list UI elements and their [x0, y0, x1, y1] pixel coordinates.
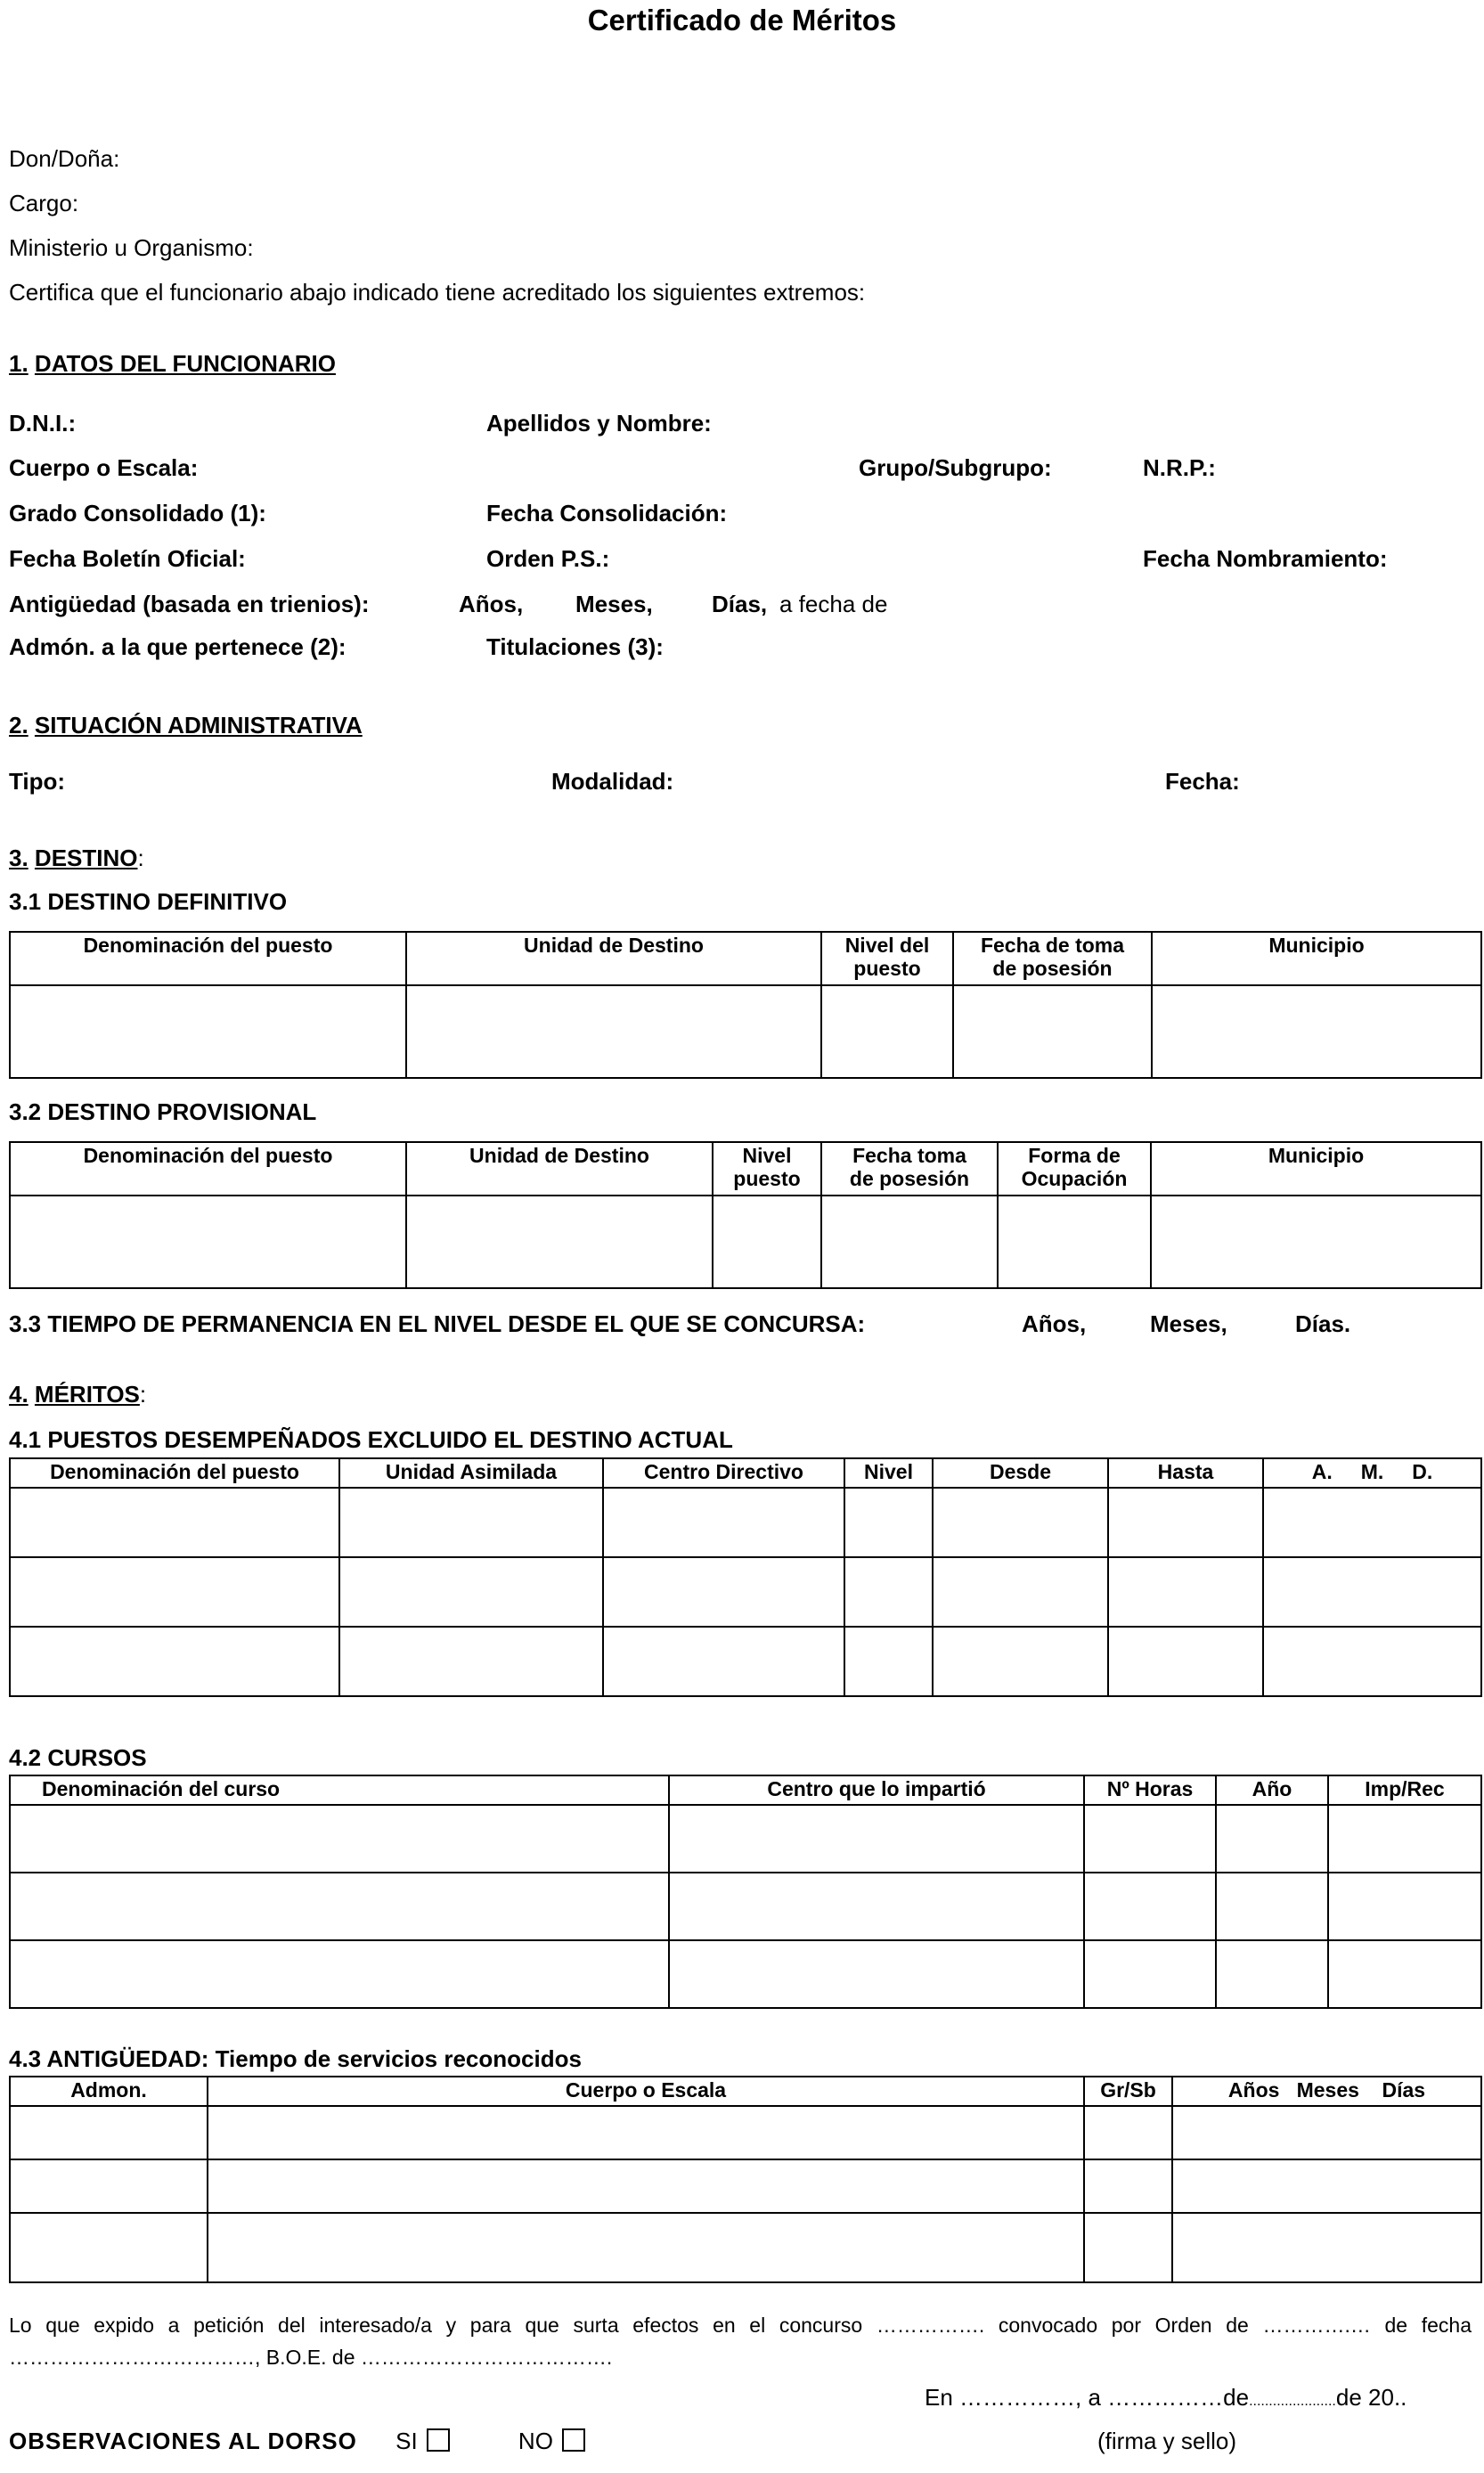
- header-centro-directivo: Centro Directivo: [603, 1458, 844, 1488]
- de-20-text: de 20..: [1335, 2384, 1407, 2411]
- section-4-number: 4.: [9, 1381, 29, 1408]
- header-unidad-destino: Unidad de Destino: [406, 1142, 713, 1196]
- cursos-table: [9, 1775, 1482, 2009]
- permanencia-anos: Años,: [1022, 1310, 1087, 1337]
- section-2-title: SITUACIÓN ADMINISTRATIVA: [34, 712, 363, 739]
- header-imp-rec: Imp/Rec: [1328, 1775, 1481, 1805]
- table-row: [10, 1488, 1481, 1557]
- section-1-heading: [9, 350, 336, 378]
- fecha-consolidacion-label: Fecha Consolidación:: [486, 500, 728, 526]
- table-cell[interactable]: [933, 1488, 1108, 1557]
- apellidos-label: Apellidos y Nombre:: [486, 410, 712, 437]
- antiguedad-table: [9, 2076, 1482, 2283]
- no-checkbox[interactable]: [562, 2428, 585, 2452]
- header-denominacion: Denominación del puesto: [10, 932, 406, 985]
- header-hasta: Hasta: [1108, 1458, 1263, 1488]
- table-cell[interactable]: [603, 1557, 844, 1627]
- table-cell[interactable]: [1084, 2213, 1172, 2282]
- header-municipio: Municipio: [1151, 1142, 1481, 1196]
- table-cell[interactable]: [339, 1488, 603, 1557]
- table-cell[interactable]: [821, 985, 953, 1078]
- table-cell[interactable]: [1216, 1940, 1328, 2008]
- table-cell[interactable]: [1108, 1557, 1263, 1627]
- table-cell[interactable]: [10, 1805, 669, 1873]
- header-nivel: [821, 932, 953, 985]
- page-title: Certificado de Méritos: [587, 4, 897, 37]
- firma-sello-label: (firma y sello): [1097, 2428, 1237, 2454]
- table-cell[interactable]: [1108, 1627, 1263, 1696]
- header-amd: A. M. D.: [1263, 1458, 1481, 1488]
- table-cell[interactable]: [603, 1488, 844, 1557]
- table-row: [10, 1805, 1481, 1873]
- table-cell[interactable]: [1263, 1627, 1481, 1696]
- permanencia-dias: Días.: [1295, 1310, 1351, 1337]
- table-row: [10, 1940, 1481, 2008]
- section-4-colon: :: [139, 1381, 147, 1408]
- header-forma-line2: Ocupación: [1021, 1167, 1128, 1190]
- header-desde: Desde: [933, 1458, 1108, 1488]
- table-cell[interactable]: [1152, 985, 1481, 1078]
- table-cell[interactable]: [406, 985, 821, 1078]
- header-unidad-destino: Unidad de Destino: [406, 932, 821, 985]
- header-fecha-line1: Fecha de toma: [980, 934, 1125, 957]
- table-cell[interactable]: [1216, 1805, 1328, 1873]
- section-3-colon: :: [137, 845, 144, 871]
- expido-paragraph: Lo que expido a petición del interesado/a y para que surta efectos en el concurso ……………. convocado por Orden de ………….… de fecha ………………………………, B.O.E. de ……………………………….: [9, 2314, 1472, 2369]
- header-ano: Año: [1216, 1775, 1328, 1805]
- header-forma-line1: Forma de: [1028, 1144, 1121, 1167]
- table-cell[interactable]: [933, 1627, 1108, 1696]
- table-cell[interactable]: [669, 1940, 1084, 2008]
- table-cell[interactable]: [669, 1873, 1084, 1940]
- table-cell[interactable]: [844, 1627, 933, 1696]
- table-cell[interactable]: [10, 1873, 669, 1940]
- section-4-title: MÉRITOS: [34, 1381, 140, 1408]
- subsection-3-2-title: 3.2 DESTINO PROVISIONAL: [9, 1098, 317, 1125]
- table-cell[interactable]: [1263, 1488, 1481, 1557]
- header-nivel: Nivel: [844, 1458, 933, 1488]
- header-fecha-line1: Fecha toma: [852, 1144, 966, 1167]
- table-cell[interactable]: [1172, 2213, 1481, 2282]
- table-cell[interactable]: [10, 985, 406, 1078]
- table-cell[interactable]: [339, 1557, 603, 1627]
- table-row: [10, 1557, 1481, 1627]
- subsection-4-3-title: 4.3 ANTIGÜEDAD: Tiempo de servicios reconocidos: [9, 2045, 582, 2072]
- modalidad-label: Modalidad:: [551, 768, 674, 795]
- section-4-heading: [9, 1381, 146, 1408]
- lugar-fecha-line: [925, 2384, 1407, 2412]
- table-cell[interactable]: [1084, 1805, 1216, 1873]
- section-3-title: DESTINO: [34, 845, 138, 871]
- grupo-label: Grupo/Subgrupo:: [859, 454, 1052, 481]
- table-cell[interactable]: [208, 2213, 1084, 2282]
- section-1-number: 1.: [9, 350, 29, 377]
- table-cell[interactable]: [998, 1196, 1151, 1288]
- table-cell[interactable]: [10, 1488, 339, 1557]
- table-row: [10, 985, 1481, 1078]
- cargo-label: Cargo:: [9, 190, 79, 216]
- section-2-number: 2.: [9, 712, 29, 739]
- observaciones-line: [9, 2428, 585, 2455]
- table-cell[interactable]: [208, 2159, 1084, 2213]
- section-2-heading: [9, 712, 363, 739]
- observaciones-label: OBSERVACIONES AL DORSO: [9, 2428, 357, 2454]
- table-cell[interactable]: [10, 2213, 208, 2282]
- table-cell[interactable]: [1216, 1873, 1328, 1940]
- ministerio-label: Ministerio u Organismo:: [9, 234, 254, 261]
- table-cell[interactable]: [1328, 1940, 1481, 2008]
- table-row: [10, 1873, 1481, 1940]
- header-gr-sb: Gr/Sb: [1084, 2077, 1172, 2106]
- dni-label: D.N.I.:: [9, 410, 77, 437]
- table-cell[interactable]: [1108, 1488, 1263, 1557]
- dots-fill: ......................: [1249, 2394, 1336, 2409]
- subsection-4-2-title: 4.2 CURSOS: [9, 1744, 147, 1771]
- table-cell[interactable]: [603, 1627, 844, 1696]
- table-cell[interactable]: [844, 1557, 933, 1627]
- fecha-boletin-label: Fecha Boletín Oficial:: [9, 545, 246, 572]
- table-cell[interactable]: [339, 1627, 603, 1696]
- header-fecha-toma: [821, 1142, 998, 1196]
- table-cell[interactable]: [1084, 1940, 1216, 2008]
- antiguedad-dias: Días,: [712, 591, 768, 617]
- don-label: Don/Doña:: [9, 145, 120, 172]
- si-checkbox[interactable]: [427, 2428, 450, 2452]
- header-nivel: [713, 1142, 821, 1196]
- antiguedad-meses: Meses,: [575, 591, 653, 617]
- admon-label: Admón. a la que pertenece (2):: [9, 633, 347, 660]
- table-cell[interactable]: [10, 1940, 669, 2008]
- section-3-number: 3.: [9, 845, 29, 871]
- header-horas: Nº Horas: [1084, 1775, 1216, 1805]
- table-cell[interactable]: [10, 2106, 208, 2159]
- header-fecha-line2: de posesión: [992, 957, 1113, 980]
- header-nivel-line2: puesto: [853, 957, 921, 980]
- header-forma-ocupacion: [998, 1142, 1151, 1196]
- table-row: [10, 1627, 1481, 1696]
- a-fecha-de: a fecha de: [779, 591, 888, 617]
- header-anos-meses-dias: Años Meses Días: [1172, 2077, 1481, 2106]
- table-cell[interactable]: [953, 985, 1152, 1078]
- header-denominacion-curso: Denominación del curso: [10, 1775, 669, 1805]
- orden-label: Orden P.S.:: [486, 545, 610, 572]
- table-cell[interactable]: [10, 1557, 339, 1627]
- tipo-label: Tipo:: [9, 768, 66, 795]
- cuerpo-label: Cuerpo o Escala:: [9, 454, 199, 481]
- fecha-label: Fecha:: [1165, 768, 1240, 795]
- subsection-3-3-title: 3.3 TIEMPO DE PERMANENCIA EN EL NIVEL DESDE EL QUE SE CONCURSA:: [9, 1310, 866, 1337]
- table-row: [10, 2106, 1481, 2159]
- table-cell[interactable]: [208, 2106, 1084, 2159]
- header-fecha-toma: [953, 932, 1152, 985]
- destino-provisional-table: [9, 1141, 1482, 1289]
- section-1-title: DATOS DEL FUNCIONARIO: [34, 350, 336, 377]
- table-cell[interactable]: [713, 1196, 821, 1288]
- certifica-text: Certifica que el funcionario abajo indicado tiene acreditado los siguientes extremos:: [9, 279, 866, 306]
- header-nivel-line1: Nivel del: [844, 934, 930, 957]
- destino-definitivo-table: [9, 931, 1482, 1079]
- header-cuerpo-escala: Cuerpo o Escala: [208, 2077, 1084, 2106]
- table-cell[interactable]: [1151, 1196, 1481, 1288]
- grado-label: Grado Consolidado (1):: [9, 500, 266, 526]
- en-a-de-text: En ……………, a ……………de: [925, 2384, 1250, 2411]
- table-cell[interactable]: [1328, 1805, 1481, 1873]
- section-3-heading: [9, 845, 144, 872]
- table-row: [10, 2159, 1481, 2213]
- header-admon: Admon.: [10, 2077, 208, 2106]
- table-cell[interactable]: [933, 1557, 1108, 1627]
- table-cell[interactable]: [821, 1196, 998, 1288]
- table-cell[interactable]: [1172, 2159, 1481, 2213]
- permanencia-meses: Meses,: [1150, 1310, 1227, 1337]
- header-fecha-line2: de posesión: [849, 1167, 970, 1190]
- header-centro-impartio: Centro que lo impartió: [669, 1775, 1084, 1805]
- table-cell[interactable]: [1084, 1873, 1216, 1940]
- no-label: NO: [518, 2428, 553, 2454]
- table-cell[interactable]: [1328, 1873, 1481, 1940]
- fecha-nombramiento-label: Fecha Nombramiento:: [1143, 545, 1388, 572]
- puestos-desempenados-table: [9, 1457, 1482, 1697]
- header-municipio: Municipio: [1152, 932, 1481, 985]
- table-cell[interactable]: [669, 1805, 1084, 1873]
- table-cell[interactable]: [844, 1488, 933, 1557]
- antiguedad-anos: Años,: [459, 591, 524, 617]
- si-label: SI: [395, 2428, 418, 2454]
- table-cell[interactable]: [1084, 2106, 1172, 2159]
- subsection-3-1-title: 3.1 DESTINO DEFINITIVO: [9, 888, 288, 915]
- table-cell[interactable]: [10, 1196, 406, 1288]
- header-nivel-line1: Nivel: [742, 1144, 792, 1167]
- header-unidad-asimilada: Unidad Asimilada: [339, 1458, 603, 1488]
- antiguedad-label: Antigüedad (basada en trienios):: [9, 591, 370, 617]
- table-cell[interactable]: [1084, 2159, 1172, 2213]
- table-cell[interactable]: [1172, 2106, 1481, 2159]
- table-cell[interactable]: [10, 1627, 339, 1696]
- table-cell[interactable]: [1263, 1557, 1481, 1627]
- table-row: [10, 2213, 1481, 2282]
- header-denominacion: Denominación del puesto: [10, 1142, 406, 1196]
- table-cell[interactable]: [10, 2159, 208, 2213]
- nrp-label: N.R.P.:: [1143, 454, 1216, 481]
- header-nivel-line2: puesto: [733, 1167, 801, 1190]
- header-denominacion: Denominación del puesto: [10, 1458, 339, 1488]
- table-row: [10, 1196, 1481, 1288]
- titulaciones-label: Titulaciones (3):: [486, 633, 664, 660]
- table-cell[interactable]: [406, 1196, 713, 1288]
- subsection-4-1-title: 4.1 PUESTOS DESEMPEÑADOS EXCLUIDO EL DESTINO ACTUAL: [9, 1426, 733, 1453]
